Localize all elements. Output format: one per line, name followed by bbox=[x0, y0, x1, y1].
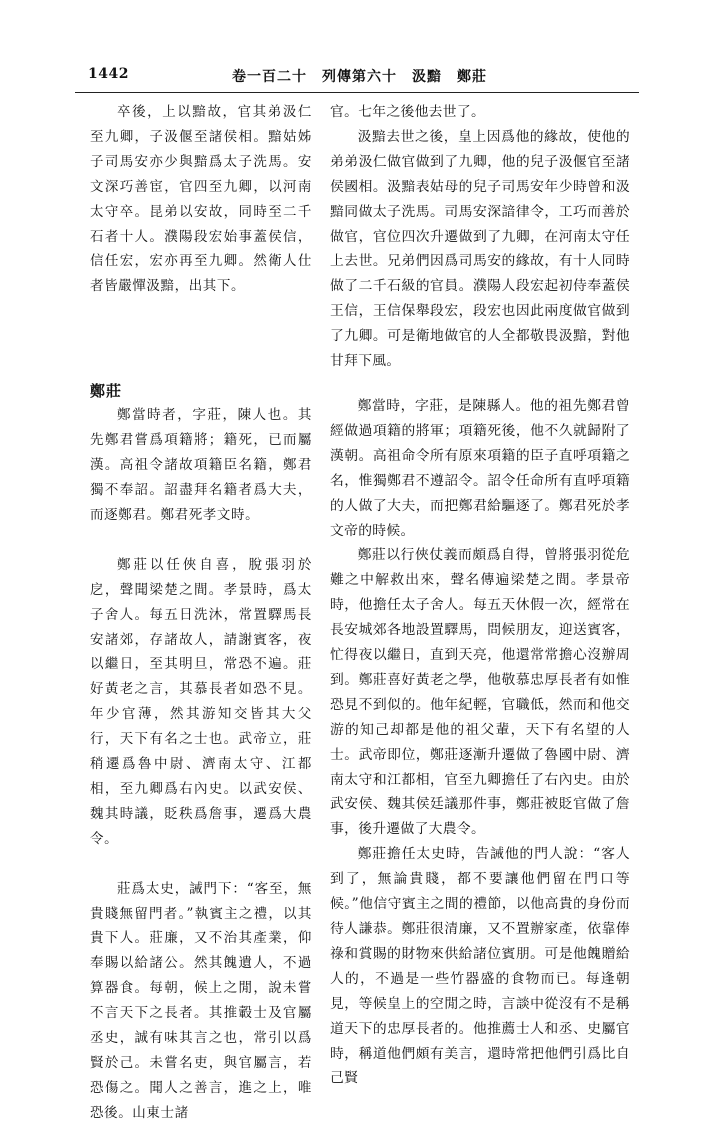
page-number: 1442 bbox=[88, 66, 129, 82]
translation-paragraph-2: 鄭當時，字莊，是陳縣人。他的祖先鄭君曾經做過項籍的將軍；項籍死後，他不久就歸附了漢朝。高祖命令所有原來項籍的臣子直呼項籍之名，惟獨鄭君不遵詔令。詔令任命所有直呼項籍的人做了大夫，而把鄭君給驅逐了。鄭君死於孝文帝的時候。 bbox=[330, 397, 630, 539]
classical-paragraph-1: 卒後，上以黯故，官其弟汲仁至九卿，子汲偃至諸侯相。黯姑姊子司馬安亦少與黯爲太子洗馬。安文深巧善宦，官四至九卿，以河南太守卒。昆弟以安故，同時至二千石者十人。濮陽段宏始事蓋侯信，信任宏，宏亦再至九卿。然衛人仕者皆嚴憚汲黯，出其下。 bbox=[90, 104, 312, 295]
section-title: 鄭莊 bbox=[90, 382, 123, 401]
classical-text-column bbox=[90, 100, 312, 1121]
header-rule bbox=[75, 92, 639, 93]
classical-paragraph-4: 莊爲太史，誡門下：“客至，無貴賤無留門者。”執賓主之禮，以其貴下人。莊廉，又不治其產業，仰奉賜以給諸公。然其餽遺人，不過算器食。每朝，候上之閒，說未嘗不言天下之長者。其推轂士及官屬丞史，誠有味其言之也，常引以爲賢於己。未嘗名吏，與官屬言，若恐傷之。聞人之善言，進之上，唯恐後。山東士諸 bbox=[90, 880, 312, 1121]
classical-paragraph-3: 鄭莊以任俠自喜，脫張羽於戹，聲聞梁楚之間。孝景時，爲太子舍人。每五日洗沐，常置驛馬長安諸郊，存諸故人，請謝賓客，夜以繼日，至其明旦，常恐不遍。莊好黃老之言，其慕長者如恐不見。年少官薄，然其游知交皆其大父行，天下有名之士也。武帝立，莊稍遷爲魯中尉、濟南太守、江都相，至九卿爲右內史。以武安侯、魏其時議，貶秩爲詹事，遷爲大農令。 bbox=[90, 556, 312, 847]
paragraph-gap bbox=[90, 852, 312, 877]
running-title: 卷一百二十 列傳第六十 汲黯 鄭莊 bbox=[232, 69, 487, 85]
paragraph-gap bbox=[90, 528, 312, 553]
paragraph-gap bbox=[330, 374, 630, 394]
translation-paragraph-4: 鄭莊擔任太史時，告誡他的門人說：“客人到了，無論貴賤，都不要讓他們留在門口等候。”他信守賓主之間的禮節，以他高貴的身份而待人謙恭。鄭莊很清廉，又不置辦家產，依靠俸祿和賞賜的財物來供給諸位賓朋。可是他餽贈給人的，不過是一些竹器盛的食物而已。每逢朝見，等候皇上的空閒之時，言談中從沒有不是稱道天下的忠厚長者的。他推薦士人和丞、史屬官時，稱道他們頗有美言，還時常把他們引爲比自己賢 bbox=[330, 846, 630, 1087]
classical-paragraph-2: 鄭當時者，字莊，陳人也。其先鄭君嘗爲項籍將；籍死，已而屬漢。高祖令諸故項籍臣名籍，鄭君獨不奉詔。詔盡拜名籍者爲大夫，而逐鄭君。鄭君死孝文時。 bbox=[90, 407, 312, 523]
page-header bbox=[88, 66, 648, 88]
modern-translation-column bbox=[330, 100, 630, 1087]
translation-paragraph-0: 官。七年之後他去世了。 bbox=[330, 104, 486, 120]
translation-paragraph-3: 鄭莊以行俠仗義而頗爲自得，曾將張羽從危難之中解救出來，聲名傳遍梁楚之間。孝景帝時，他擔任太子舍人。每五天休假一次，經常在長安城郊各地設置驛馬，問候朋友，迎送賓客，忙得夜以繼日，直到天亮，他還常常擔心沒辦周到。鄭莊喜好黃老之學，他敬慕忠厚長者有如惟恐見不到似的。他年紀輕，官職低，然而和他交游的知己却都是他的祖父輩，天下有名望的人士。武帝即位，鄭莊逐漸升遷做了魯國中尉、濟南太守和江都相，官至九卿擔任了右內史。由於武安侯、魏其侯廷議那件事，鄭莊被貶官做了詹事，後升遷做了大農令。 bbox=[330, 547, 630, 838]
section-gap bbox=[90, 299, 312, 379]
translation-paragraph-1: 汲黯去世之後，皇上因爲他的緣故，使他的弟弟汲仁做官做到了九卿，他的兒子汲偃官至諸侯國相。汲黯表姑母的兒子司馬安年少時曾和汲黯同做太子洗馬。司馬安深諳律令，工巧而善於做官，官位四次升遷做到了九卿，在河南太守任上去世。兄弟們因爲司馬安的緣故，有十人同時做了二千石級的官員。濮陽人段宏起初侍奉蓋侯王信，王信保舉段宏，段宏也因此兩度做官做到了九卿。可是衛地做官的人全都敬畏汲黯，對他甘拜下風。 bbox=[330, 128, 630, 370]
